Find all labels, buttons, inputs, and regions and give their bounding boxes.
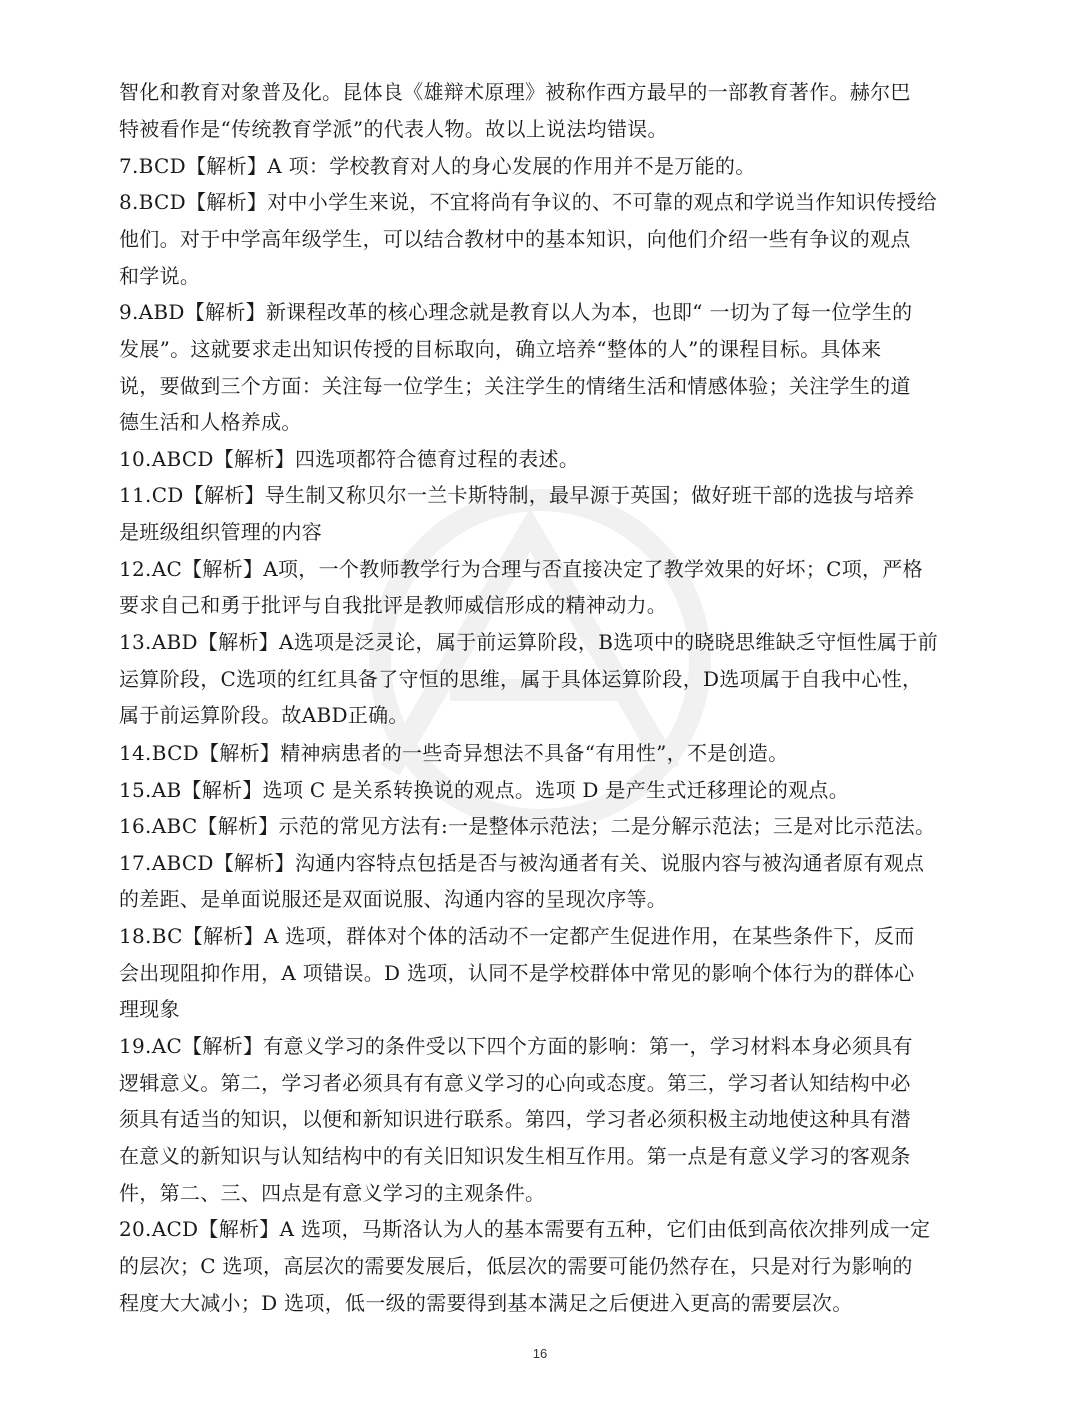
text-line: 11.CD【解析】导生制又称贝尔一兰卡斯特制，最早源于英国；做好班干部的选拔与培养 xyxy=(119,483,915,507)
text-line: 说，要做到三个方面：关注每一位学生；关注学生的情绪生活和情感体验；关注学生的道 xyxy=(119,374,911,398)
text-line: 程度大大减小；D 选项，低一级的需要得到基本满足之后便进入更高的需要层次。 xyxy=(119,1291,853,1315)
text-line: 属于前运算阶段。故ABD正确。 xyxy=(119,703,409,727)
text-line: 在意义的新知识与认知结构中的有关旧知识发生相互作用。第一点是有意义学习的客观条 xyxy=(119,1144,911,1168)
text-line: 8.BCD【解析】对中小学生来说，不宜将尚有争议的、不可靠的观点和学说当作知识传授给 xyxy=(119,190,938,214)
text-line: 18.BC【解析】A 选项，群体对个体的活动不一定都产生促进作用，在某些条件下，反而 xyxy=(119,924,915,948)
text-line: 逻辑意义。第二，学习者必须具有有意义学习的心向或态度。第三，学习者认知结构中必 xyxy=(119,1071,911,1095)
text-line: 是班级组织管理的内容 xyxy=(119,520,322,544)
text-line: 20.ACD【解析】A 选项，马斯洛认为人的基本需要有五种，它们由低到高依次排列成一定 xyxy=(119,1217,931,1241)
text-line: 运算阶段，C选项的红红具备了守恒的思维，属于具体运算阶段，D选项属于自我中心性， xyxy=(119,667,923,691)
text-line: 他们。对于中学高年级学生，可以结合教材中的基本知识，向他们介绍一些有争议的观点 xyxy=(119,227,911,251)
text-line: 15.AB【解析】选项 C 是关系转换说的观点。选项 D 是产生式迁移理论的观点。 xyxy=(119,778,850,802)
text-line: 发展”。这就要求走出知识传授的目标取向，确立培养“整体的人”的课程目标。具体来 xyxy=(119,337,882,361)
text-line: 12.AC【解析】A项，一个教师教学行为合理与否直接决定了教学效果的好坏；C项，严格 xyxy=(119,557,923,581)
text-line: 件，第二、三、四点是有意义学习的主观条件。 xyxy=(119,1181,546,1205)
text-line: 16.ABC【解析】示范的常见方法有:一是整体示范法；二是分解示范法；三是对比示范法。 xyxy=(119,814,936,838)
text-line: 要求自己和勇于批评与自我批评是教师威信形成的精神动力。 xyxy=(119,593,668,617)
text-line: 的差距、是单面说服还是双面说服、沟通内容的呈现次序等。 xyxy=(119,887,668,911)
text-line: 智化和教育对象普及化。昆体良《雄辩术原理》被称作西方最早的一部教育著作。赫尔巴 xyxy=(119,80,911,104)
text-line: 理现象 xyxy=(119,997,180,1021)
text-line: 须具有适当的知识，以便和新知识进行联系。第四，学习者必须积极主动地使这种具有潜 xyxy=(119,1107,911,1131)
text-line: 会出现阻抑作用，A 项错误。D 选项，认同不是学校群体中常见的影响个体行为的群体心 xyxy=(119,961,915,985)
text-line: 和学说。 xyxy=(119,264,201,288)
text-line: 德生活和人格养成。 xyxy=(119,410,302,434)
text-line: 19.AC【解析】有意义学习的条件受以下四个方面的影响：第一，学习材料本身必须具有 xyxy=(119,1034,913,1058)
text-line: 7.BCD【解析】A 项：学校教育对人的身心发展的作用并不是万能的。 xyxy=(119,154,756,178)
text-line: 9.ABD【解析】新课程改革的核心理念就是教育以人为本，也即“ 一切为了每一位学生的 xyxy=(119,300,913,324)
text-line: 的层次；C 选项，高层次的需要发展后，低层次的需要可能仍然存在，只是对行为影响的 xyxy=(119,1254,913,1278)
page-number: 16 xyxy=(532,1346,548,1361)
text-line: 10.ABCD【解析】四选项都符合德育过程的表述。 xyxy=(119,447,580,471)
text-line: 14.BCD【解析】精神病患者的一些奇异想法不具备“有用性”，不是创造。 xyxy=(119,741,789,765)
text-line: 13.ABD【解析】A选项是泛灵论，属于前运算阶段，B选项中的晓晓思维缺乏守恒性属于前 xyxy=(119,630,939,654)
text-line: 17.ABCD【解析】沟通内容特点包括是否与被沟通者有关、说服内容与被沟通者原有观点 xyxy=(119,851,925,875)
text-line: 特被看作是“传统教育学派”的代表人物。故以上说法均错误。 xyxy=(119,117,668,141)
